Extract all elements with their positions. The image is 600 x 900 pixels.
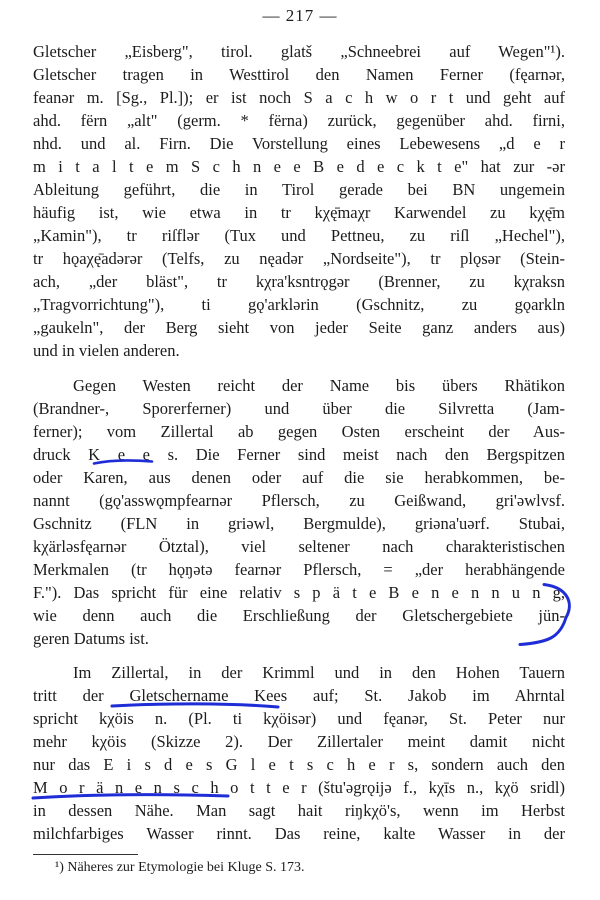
text-line: „Kamin"), tr riſflər (Tux und Pettneu, zu riſl „Hechel"), [33, 226, 565, 245]
text-line: milchfarbiges Wasser rinnt. Das reine, kalte Wasser in der [33, 824, 565, 843]
text-line: nannt (gǫ'asswǫmpfearnər Pflersch, zu Geißwand, gri'əwlvsf. [33, 490, 565, 510]
text-line: (Brandner-, Sporerferner) und über die Silvretta (Jam- [33, 398, 565, 418]
text-line: spricht kχöis n. (Pl. ti kχöisər) und fęanər, St. Peter nur [33, 709, 565, 728]
text-line: Ableitung geführt, die in Tirol gerade bei BN ungemein [33, 180, 565, 199]
footnote: ¹) Näheres zur Etymologie bei Kluge S. 173. [55, 860, 305, 875]
text-line: ahd. fërn „alt" (germ. * fërna) zurück, gegenüber ahd. firni, [33, 111, 565, 130]
text-line: Gschnitz (FLN in griəwl, Bergmulde), griəna'uərf. Stubai, [33, 513, 565, 533]
text-line: oder Karen, aus denen oder auf die sie herabkommen, be- [33, 467, 565, 487]
text-line: tr hǫaχę̄adərər (Telfs, zu nęadər „Nordseite"), tr plǫsər (Stein- [33, 249, 565, 268]
text-line: geren Datums ist. [33, 628, 149, 648]
text-line: F."). Das spricht für eine relativ s p ä t e B e n e n n u n g, [33, 582, 565, 602]
text-line: „gaukeln", der Berg sieht von jeder Seite ganz anders aus) [33, 318, 565, 337]
text-line: ferner); vom Zillertal ab gegen Osten erscheint der Aus- [33, 421, 565, 441]
text-line: Merkmalen (tr hǫŋətə fearnər Pflersch, = „der herabhängende [33, 559, 565, 579]
text-line: ach, „der bläst", tr kχra'ksntrǫgər (Brenner, zu kχraksn [33, 272, 565, 291]
text-line: kχärləsfęarnər Ötztal), viel seltener nach charakteristischen [33, 536, 565, 556]
text-line: nhd. und al. Firn. Die Vorstellung eines Lebewesens „d e r [33, 134, 565, 153]
text-line: wie denn auch die Erschließung der Gletschergebiete jün- [33, 605, 565, 625]
text-line: tritt der Gletschername Kees auf; St. Jakob im Ahrntal [33, 686, 565, 705]
text-line: Gletscher tragen in Westtirol den Namen Ferner (fęarnər, [33, 65, 565, 84]
text-line: in dessen Nähe. Man sagt hait riŋkχö's, wenn im Herbst [33, 801, 565, 820]
text-line: und in vielen anderen. [33, 341, 180, 360]
text-line: nur das E i s d e s G l e t s c h e r s, sondern auch den [33, 755, 565, 774]
page-number: — 217 — [262, 6, 338, 25]
text-line: M o r ä n e n s c h o t t e r (štu'əgrǫijə f., kχīs n., kχö sridl) [33, 778, 565, 797]
text-line: feanər m. [Sg., Pl.]); er ist noch S a c h w o r t und geht auf [33, 88, 565, 107]
text-line: häufig ist, wie etwa in tr kχę̄maχr Karwendel zu kχę̄m [33, 203, 565, 222]
text-line: Im Zillertal, in der Krimml und in den Hohen Tauern [73, 663, 565, 682]
footnote-rule [33, 854, 138, 855]
text-line: druck K e e s. Die Ferner sind meist nach den Bergspitzen [33, 444, 565, 464]
text-line: Gegen Westen reicht der Name bis übers Rhätikon [73, 375, 565, 395]
text-line: m i t a l t e m S c h n e e B e d e c k t e" hat zur -ər [33, 157, 565, 176]
text-line: mehr kχöis (Skizze 2). Der Zillertaler meint damit nicht [33, 732, 565, 751]
text-line: Gletscher „Eisberg", tirol. glatš „Schneebrei auf Wegen"¹). [33, 42, 565, 61]
text-line: „Tragvorrichtung"), ti gǫ'arklərin (Gschnitz, zu gǫarkln [33, 295, 565, 314]
